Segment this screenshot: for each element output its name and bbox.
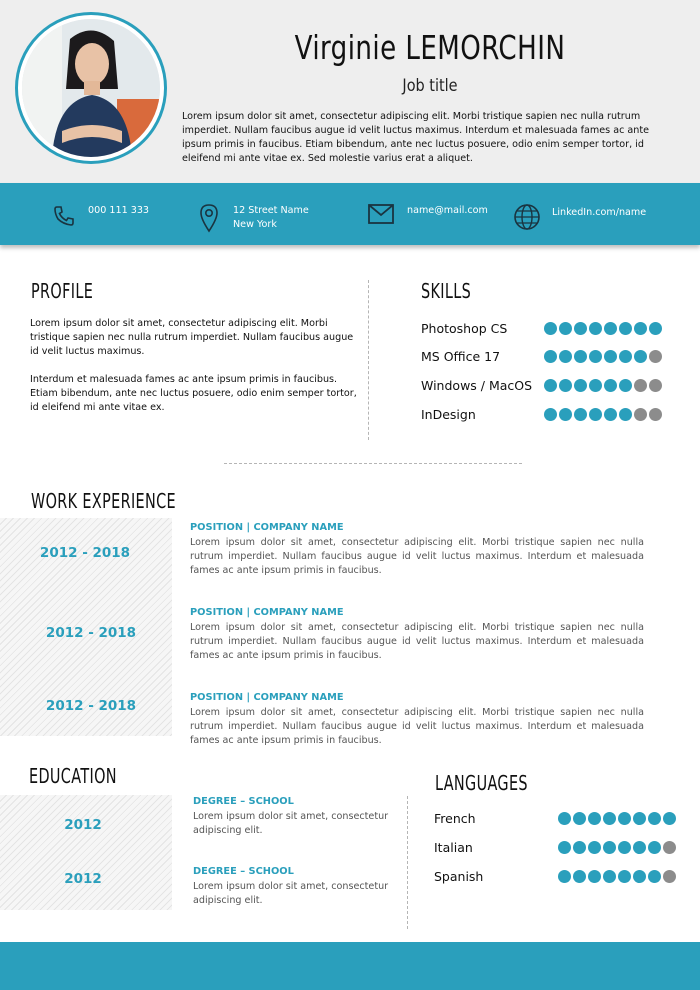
skill-name: Photoshop CS <box>421 321 508 336</box>
rating-dot-filled <box>574 408 587 421</box>
rating-dot-filled <box>603 870 616 883</box>
footer-band <box>0 942 700 990</box>
rating-dot-filled <box>544 408 557 421</box>
envelope-icon <box>367 203 395 229</box>
globe-icon <box>513 203 541 235</box>
rating-dot-filled <box>633 870 646 883</box>
phone-icon <box>52 204 76 232</box>
rating-dot-filled <box>574 379 587 392</box>
education-heading: EDUCATION <box>29 764 117 788</box>
contact-bar <box>0 183 700 245</box>
rating-dot-filled <box>574 322 587 335</box>
work-years: 2012 - 2018 <box>45 625 137 641</box>
skill-rating <box>544 322 662 335</box>
rating-dot-filled <box>648 870 661 883</box>
rating-dot-filled <box>588 812 601 825</box>
language-name: French <box>434 811 476 826</box>
intro-summary: Lorem ipsum dolor sit amet, consectetur adipiscing elit. Morbi tristique sapien nec nulla rutrum imperdiet. Nullam faucibus augue id velit luctus maximus. Interdum et malesuada fames ac ante ipsum primis in faucibus. Etiam bibendum, ante nec luctus posuere, odio enim semper tortor, id eleifend mi ante vitae ex. Sed molestie varius erat a aliquet. <box>182 111 650 164</box>
rating-dot-filled <box>604 350 617 363</box>
address-line1: 12 Street Name <box>233 205 309 216</box>
education-year: 2012 <box>64 817 102 833</box>
profile-paragraph-2: Interdum et malesuada fames ac ante ipsum primis in faucibus. Etiam bibendum, ante nec luctus posuere, odio enim semper tortor, id eleifend mi ante vitae ex. <box>30 374 357 413</box>
education-degree: DEGREE – SCHOOL <box>193 866 294 877</box>
rating-dot-filled <box>663 812 676 825</box>
job-title: Job title <box>402 76 458 96</box>
skills-heading: SKILLS <box>421 279 472 303</box>
profile-paragraph-1: Lorem ipsum dolor sit amet, consectetur adipiscing elit. Morbi tristique sapien nec nulla rutrum imperdiet. Nullam faucibus augue id velit luctus maximus. <box>30 318 354 357</box>
profile-photo <box>22 19 160 157</box>
rating-dot-filled <box>648 841 661 854</box>
rating-dot-filled <box>573 870 586 883</box>
rating-dot-filled <box>634 322 647 335</box>
education-years-panel <box>0 795 172 910</box>
rating-dot-filled <box>573 841 586 854</box>
language-name: Italian <box>434 840 473 855</box>
rating-dot-filled <box>634 350 647 363</box>
rating-dot-filled <box>619 350 632 363</box>
rating-dot-filled <box>588 841 601 854</box>
rating-dot-filled <box>589 408 602 421</box>
education-divider <box>407 796 408 929</box>
rating-dot-filled <box>604 379 617 392</box>
skill-rating <box>544 379 662 392</box>
rating-dot-filled <box>558 812 571 825</box>
rating-dot-filled <box>633 812 646 825</box>
rating-dot-filled <box>544 350 557 363</box>
rating-dot-empty <box>649 379 662 392</box>
rating-dot-empty <box>634 408 647 421</box>
rating-dot-filled <box>619 322 632 335</box>
rating-dot-filled <box>603 812 616 825</box>
location-pin-icon <box>198 203 220 237</box>
rating-dot-empty <box>634 379 647 392</box>
rating-dot-filled <box>618 870 631 883</box>
education-year: 2012 <box>64 871 102 887</box>
phone-number: 000 111 333 <box>88 205 150 216</box>
rating-dot-filled <box>559 322 572 335</box>
rating-dot-filled <box>619 379 632 392</box>
person-avatar-icon <box>22 19 160 157</box>
address-line2: New York <box>233 219 277 230</box>
rating-dot-filled <box>618 812 631 825</box>
rating-dot-filled <box>558 841 571 854</box>
profile-divider <box>368 280 369 440</box>
rating-dot-filled <box>558 870 571 883</box>
rating-dot-empty <box>649 408 662 421</box>
rating-dot-filled <box>633 841 646 854</box>
email-address[interactable]: name@mail.com <box>407 205 488 216</box>
skill-rating <box>544 350 662 363</box>
rating-dot-filled <box>648 812 661 825</box>
rating-dot-filled <box>618 841 631 854</box>
rating-dot-filled <box>589 379 602 392</box>
education-description: Lorem ipsum dolor sit amet, consectetur adipiscing elit. <box>193 881 389 906</box>
rating-dot-filled <box>559 379 572 392</box>
language-rating <box>558 812 676 825</box>
work-experience-heading: WORK EXPERIENCE <box>31 489 177 513</box>
rating-dot-filled <box>574 350 587 363</box>
work-years: 2012 - 2018 <box>39 545 131 561</box>
languages-heading: LANGUAGES <box>435 771 528 795</box>
rating-dot-filled <box>544 379 557 392</box>
rating-dot-filled <box>603 841 616 854</box>
work-description: Lorem ipsum dolor sit amet, consectetur adipiscing elit. Morbi tristique sapien nec nulla rutrum imperdiet. Nullam faucibus augue id velit luctus maximus. Interdum et malesuada fames ac ante ipsum primis in faucibus. <box>190 537 644 576</box>
language-rating <box>558 870 676 883</box>
profile-heading: PROFILE <box>31 279 94 303</box>
rating-dot-filled <box>604 322 617 335</box>
rating-dot-empty <box>663 841 676 854</box>
rating-dot-filled <box>604 408 617 421</box>
skill-name: MS Office 17 <box>421 349 501 364</box>
education-degree: DEGREE – SCHOOL <box>193 796 294 807</box>
candidate-name: Virginie LEMORCHIN <box>294 28 566 67</box>
work-description: Lorem ipsum dolor sit amet, consectetur adipiscing elit. Morbi tristique sapien nec nulla rutrum imperdiet. Nullam faucibus augue id velit luctus maximus. Interdum et malesuada fames ac ante ipsum primis in faucibus. <box>190 707 644 746</box>
rating-dot-filled <box>544 322 557 335</box>
work-description: Lorem ipsum dolor sit amet, consectetur adipiscing elit. Morbi tristique sapien nec nulla rutrum imperdiet. Nullam faucibus augue id velit luctus maximus. Interdum et malesuada fames ac ante ipsum primis in faucibus. <box>190 622 644 661</box>
education-description: Lorem ipsum dolor sit amet, consectetur adipiscing elit. <box>193 811 389 836</box>
rating-dot-filled <box>559 408 572 421</box>
work-position: POSITION | COMPANY NAME <box>190 692 344 703</box>
skill-name: Windows / MacOS <box>421 378 533 393</box>
rating-dot-empty <box>649 350 662 363</box>
rating-dot-filled <box>649 322 662 335</box>
work-position: POSITION | COMPANY NAME <box>190 607 344 618</box>
work-years: 2012 - 2018 <box>45 698 137 714</box>
work-position: POSITION | COMPANY NAME <box>190 522 344 533</box>
rating-dot-filled <box>589 322 602 335</box>
rating-dot-empty <box>663 870 676 883</box>
language-name: Spanish <box>434 869 484 884</box>
linkedin-url[interactable]: LinkedIn.com/name <box>552 207 647 218</box>
skill-rating <box>544 408 662 421</box>
section-divider <box>224 463 522 464</box>
rating-dot-filled <box>589 350 602 363</box>
rating-dot-filled <box>573 812 586 825</box>
skill-name: InDesign <box>421 407 476 422</box>
rating-dot-filled <box>559 350 572 363</box>
rating-dot-filled <box>588 870 601 883</box>
rating-dot-filled <box>619 408 632 421</box>
language-rating <box>558 841 676 854</box>
